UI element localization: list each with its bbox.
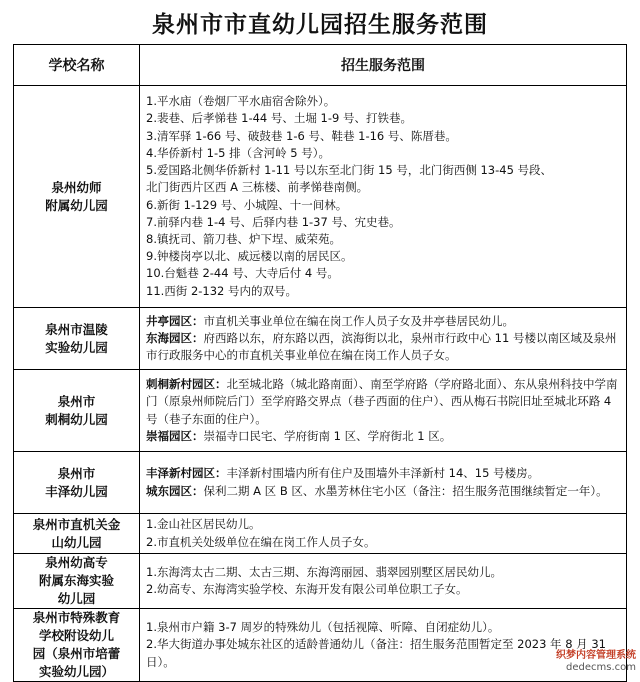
service-range: 1.东海湾太古二期、太古三期、东海湾丽园、翡翠园别墅区居民幼儿。 2.幼高专、东海湾实验学校、东海开发有限公司单位职工子女。 xyxy=(140,554,627,609)
page-title: 泉州市市直幼儿园招生服务范围 xyxy=(152,12,488,38)
table-row xyxy=(14,514,627,554)
enrollment-table xyxy=(13,44,627,682)
table-header-row xyxy=(14,45,627,86)
service-range: 1.平水庙（卷烟厂平水庙宿舍除外）。 2.裴巷、后孝悌巷 1-44 号、土堀 1-9 号、打铁巷。 3.清军驿 1-66 号、破鼓巷 1-6 号、鞋巷 1-16 号、陈厝巷。 4.华侨新村 1-5 排（含河岭 5 号）。 5.爱国路北侧华侨新村 1-11 号以东至北门街 15 号，北门街西侧 13-45 号段、 北门街西片区西 A 三栋楼、前孝悌巷南侧。 6.新街 1-129 号、小城隍、十一间林。 7.前驿内巷 1-4 号、后驿内巷 1-37 号、宄史巷。 8.镇抚司、箭刀巷、炉下埕、威荣苑。 9.钟楼岗亭以北、威远楼以南的居民区。 10.台魁巷 2-44 号、大寺后付 4 号。 11.西街 2-132 号内的双号。 xyxy=(140,86,627,308)
school-name: 泉州幼高专 附属东海实验 幼儿园 xyxy=(14,554,140,609)
table-row xyxy=(14,86,627,308)
school-name: 泉州市直机关金 山幼儿园 xyxy=(14,514,140,554)
school-name: 泉州市特殊教育 学校附设幼儿 园（泉州市培蕾 实验幼儿园） xyxy=(14,609,140,682)
table-row xyxy=(14,609,627,682)
school-name: 泉州市 刺桐幼儿园 xyxy=(14,370,140,452)
table-row xyxy=(14,452,627,514)
site-watermark: 织梦内容管理系统 dedecms.com xyxy=(556,650,636,673)
school-name: 泉州市 丰泽幼儿园 xyxy=(14,452,140,514)
school-name: 泉州幼师 附属幼儿园 xyxy=(14,86,140,308)
service-range: 井亭园区：市直机关事业单位在编在岗工作人员子女及井亭巷居民幼儿。 东海园区：府西路以东，府东路以西，滨海街以北，泉州市行政中心 11 号楼以南区域及泉州市行政服务中心的市直机关事业单位在编在岗工作人员子女。 xyxy=(140,308,627,370)
service-range: 丰泽新村园区：丰泽新村围墙内所有住户及围墙外丰泽新村 14、15 号楼房。 城东园区：保利二期 A 区 B 区、水墨芳林住宅小区（备注：招生服务范围继续暂定一年）。 xyxy=(140,452,627,514)
service-range: 1.金山社区居民幼儿。 2.市直机关处级单位在编在岗工作人员子女。 xyxy=(140,514,627,554)
service-range: 1.泉州市户籍 3-7 周岁的特殊幼儿（包括视障、听障、自闭症幼儿）。 2.华大街道办事处城东社区的适龄普通幼儿（备注：招生服务范围暂定至 2023 年 8 月 31 日）。 xyxy=(140,609,627,682)
service-range: 刺桐新村园区：北至城北路（城北路南面）、南至学府路（学府路北面）、东从泉州科技中学南门（原泉州师院后门）至学府路交界点（巷子西面的住户）、西从梅石书院旧址至城北环路 4 号（巷子东面的住户）。 崇福园区：崇福寺口民宅、学府街南 1 区、学府街北 1 区。 xyxy=(140,370,627,452)
header-range: 招生服务范围 xyxy=(140,45,627,86)
table-row xyxy=(14,370,627,452)
table-row xyxy=(14,308,627,370)
table-row xyxy=(14,554,627,609)
header-school: 学校名称 xyxy=(14,45,140,86)
school-name: 泉州市温陵 实验幼儿园 xyxy=(14,308,140,370)
